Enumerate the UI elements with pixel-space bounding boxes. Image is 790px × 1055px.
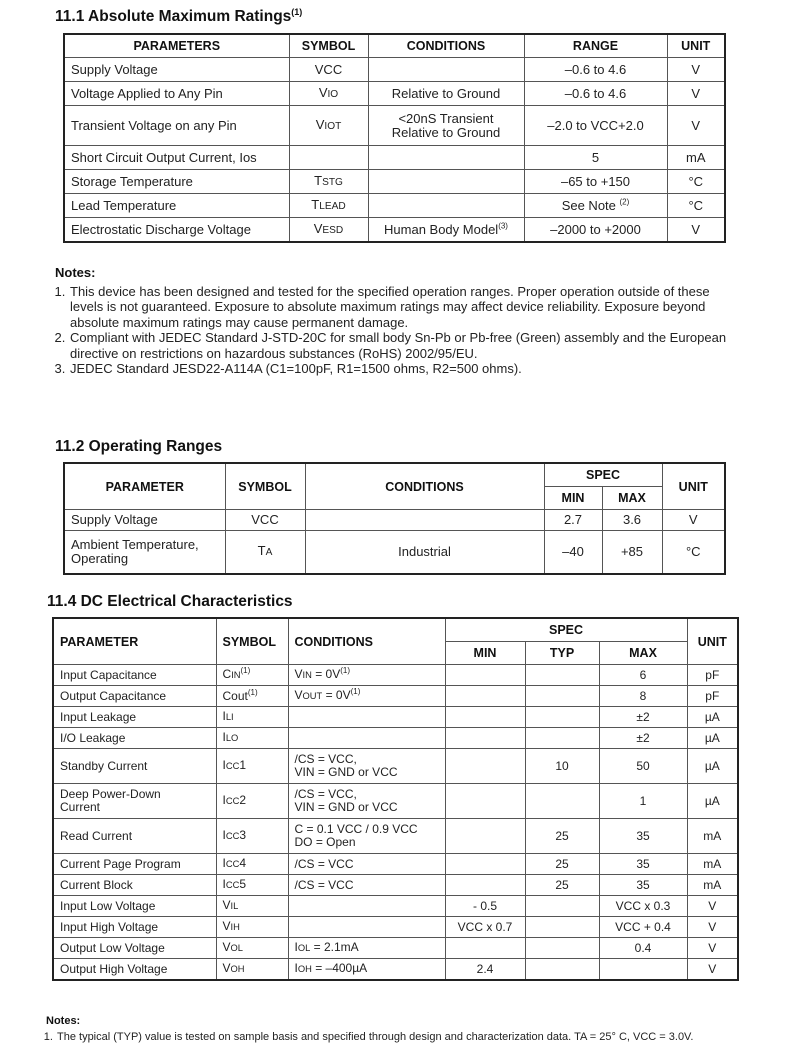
range-cell — [524, 194, 667, 218]
unit-cell: V — [687, 938, 738, 959]
typ-cell — [525, 917, 599, 938]
header-conditions: CONDITIONS — [368, 34, 524, 58]
table-row — [53, 875, 738, 896]
header-unit: UNIT — [687, 618, 738, 665]
conditions-line-2: VIN = GND or VCC — [294, 765, 398, 779]
symbol-cell: VCC — [289, 58, 368, 82]
symbol-cell — [289, 82, 368, 106]
unit-cell: °C — [667, 170, 725, 194]
footnote-ref: (1) — [240, 666, 251, 675]
header-min: MIN — [445, 642, 525, 665]
min-cell: 2.7 — [544, 510, 602, 531]
unit-cell: µA — [687, 749, 738, 784]
symbol-main: I — [222, 730, 226, 744]
symbol-cell — [289, 170, 368, 194]
conditions-cell — [288, 686, 445, 707]
unit-cell: V — [667, 82, 725, 106]
max-cell: ±2 — [599, 728, 687, 749]
max-cell — [599, 959, 687, 981]
unit-cell: µA — [687, 707, 738, 728]
cond-main: V — [294, 667, 303, 681]
symbol-cell — [289, 218, 368, 243]
conditions-line-1: C = 0.1 VCC / 0.9 VCC — [294, 822, 418, 836]
parameter-cell: Supply Voltage — [64, 58, 289, 82]
symbol-cell — [216, 959, 288, 981]
parameter-cell: Input Low Voltage — [53, 896, 216, 917]
symbol-main: Cout — [222, 688, 248, 703]
range-cell: –65 to +150 — [524, 170, 667, 194]
table-row — [64, 170, 725, 194]
unit-cell: mA — [687, 875, 738, 896]
min-cell — [445, 749, 525, 784]
table-row — [53, 686, 738, 707]
section-11-2-title: 11.2 Operating Ranges — [55, 438, 223, 455]
cond-subscript: OH — [297, 964, 312, 974]
parameter-cell: Supply Voltage — [64, 510, 225, 531]
conditions-cell — [368, 218, 524, 243]
max-cell: ±2 — [599, 707, 687, 728]
symbol-cell — [216, 707, 288, 728]
symbol-main: V — [318, 84, 328, 100]
header-max: MAX — [599, 642, 687, 665]
table-row — [53, 665, 738, 686]
symbol-main: I — [222, 877, 226, 891]
cond-main: I — [294, 940, 298, 954]
table-row — [64, 531, 725, 575]
symbol-subscript: LO — [225, 733, 239, 743]
symbol-cell: VCC — [225, 510, 305, 531]
typ-cell — [525, 665, 599, 686]
min-cell: VCC x 0.7 — [445, 917, 525, 938]
header-symbol: SYMBOL — [216, 618, 288, 665]
table-header-row — [53, 618, 738, 642]
cond-main: V — [294, 688, 303, 702]
parameter-line-1: Deep Power-Down — [60, 787, 161, 801]
table-row — [64, 194, 725, 218]
table-header-row — [64, 463, 725, 487]
conditions-line-2: VIN = GND or VCC — [294, 800, 398, 814]
note-item: 2. Compliant with JEDEC Standard J-STD-20C for small body Sn-Pb or Pb-free (Green) assembly and the European directive on restrictions on hazardous substances (RoHS) 2002/95/EU. — [69, 330, 745, 361]
cond-rest: = 0V — [311, 667, 341, 681]
symbol-cell — [225, 531, 305, 575]
title-footnote-ref: (1) — [291, 6, 303, 17]
parameter-line-1: Ambient Temperature, — [71, 537, 199, 552]
header-symbol: SYMBOL — [289, 34, 368, 58]
cond-rest: = –400µA — [311, 961, 368, 975]
unit-cell: V — [687, 917, 738, 938]
symbol-main: V — [313, 220, 323, 236]
unit-cell: mA — [687, 854, 738, 875]
header-typ: TYP — [525, 642, 599, 665]
table-row — [53, 854, 738, 875]
parameter-cell: Read Current — [53, 819, 216, 854]
conditions-cell: Industrial — [305, 531, 544, 575]
min-cell: –40 — [544, 531, 602, 575]
typ-cell — [525, 707, 599, 728]
parameter-cell: Input Leakage — [53, 707, 216, 728]
unit-cell: µA — [687, 728, 738, 749]
symbol-subscript: CC — [225, 796, 240, 806]
symbol-cell — [216, 686, 288, 707]
min-cell — [445, 938, 525, 959]
table-row — [64, 58, 725, 82]
unit-cell: pF — [687, 665, 738, 686]
symbol-subscript: ESD — [322, 224, 344, 236]
parameter-cell: Current Page Program — [53, 854, 216, 875]
unit-cell: mA — [687, 819, 738, 854]
symbol-subscript: A — [265, 547, 273, 558]
header-conditions: CONDITIONS — [305, 463, 544, 510]
parameter-cell — [53, 784, 216, 819]
max-cell: 8 — [599, 686, 687, 707]
symbol-index: 5 — [239, 877, 247, 891]
typ-cell: 10 — [525, 749, 599, 784]
symbol-cell — [216, 784, 288, 819]
symbol-subscript: IL — [230, 901, 239, 911]
symbol-main: C — [222, 667, 232, 681]
footnote-ref: (2) — [619, 197, 630, 207]
header-unit: UNIT — [667, 34, 725, 58]
conditions-cell — [288, 784, 445, 819]
unit-cell: °C — [667, 194, 725, 218]
unit-cell: V — [662, 510, 725, 531]
max-cell: 35 — [599, 854, 687, 875]
typ-cell — [525, 896, 599, 917]
table-header-row — [64, 34, 725, 58]
conditions-cell — [368, 194, 524, 218]
min-cell — [445, 854, 525, 875]
conditions-cell — [288, 707, 445, 728]
symbol-cell — [216, 819, 288, 854]
conditions-cell: /CS = VCC — [288, 854, 445, 875]
range-cell: –0.6 to 4.6 — [524, 82, 667, 106]
typ-cell — [525, 686, 599, 707]
conditions-cell: /CS = VCC — [288, 875, 445, 896]
symbol-index: 4 — [239, 856, 247, 870]
parameter-cell: Electrostatic Discharge Voltage — [64, 218, 289, 243]
notes-heading: Notes: — [46, 1015, 81, 1027]
unit-cell: µA — [687, 784, 738, 819]
max-cell: 3.6 — [602, 510, 662, 531]
symbol-cell — [216, 917, 288, 938]
max-cell: 1 — [599, 784, 687, 819]
conditions-line-1: /CS = VCC, — [294, 787, 357, 801]
parameter-cell: Input Capacitance — [53, 665, 216, 686]
conditions-line-2: DO = Open — [294, 835, 356, 849]
table-row — [64, 106, 725, 146]
parameter-cell: Voltage Applied to Any Pin — [64, 82, 289, 106]
parameter-cell: Output Low Voltage — [53, 938, 216, 959]
symbol-subscript: OL — [230, 943, 243, 953]
cond-subscript: IN — [302, 670, 312, 680]
min-cell — [445, 728, 525, 749]
conditions-cell — [305, 510, 544, 531]
typ-cell — [525, 959, 599, 981]
symbol-main: I — [222, 828, 226, 842]
max-cell: 35 — [599, 875, 687, 896]
absolute-maximum-ratings-table — [63, 33, 726, 243]
conditions-cell — [288, 728, 445, 749]
table-row — [64, 82, 725, 106]
note-item: 1. This device has been designed and tested for the specified operation ranges. Proper operation outside of these levels is not guaranteed. Exposure to absolute maximum ratings may affect device reliability. Exposure beyond absolute maximum ratings may cause permanent damage. — [69, 284, 745, 331]
header-parameters: PARAMETERS — [64, 34, 289, 58]
symbol-main: T — [257, 543, 266, 558]
header-symbol: SYMBOL — [225, 463, 305, 510]
unit-cell: mA — [667, 146, 725, 170]
min-cell: 2.4 — [445, 959, 525, 981]
section-11-4-title: 11.4 DC Electrical Characteristics — [47, 593, 293, 610]
symbol-subscript: IOT — [324, 120, 342, 132]
parameter-cell: Current Block — [53, 875, 216, 896]
symbol-main: V — [222, 961, 231, 975]
symbol-main: V — [222, 898, 231, 912]
table-row — [53, 959, 738, 981]
typ-cell: 25 — [525, 854, 599, 875]
range-text: See Note — [561, 197, 616, 213]
symbol-subscript: OH — [230, 964, 245, 974]
conditions-text: Human Body Model — [384, 221, 499, 237]
header-range: RANGE — [524, 34, 667, 58]
max-cell: 0.4 — [599, 938, 687, 959]
symbol-index: 3 — [239, 828, 247, 842]
table-row — [53, 819, 738, 854]
table-row — [53, 917, 738, 938]
symbol-cell — [216, 749, 288, 784]
max-cell: +85 — [602, 531, 662, 575]
symbol-subscript: LEAD — [319, 200, 346, 212]
unit-cell: V — [667, 106, 725, 146]
max-cell: VCC x 0.3 — [599, 896, 687, 917]
parameter-cell: Lead Temperature — [64, 194, 289, 218]
parameter-cell: Short Circuit Output Current, Ios — [64, 146, 289, 170]
conditions-cell — [288, 959, 445, 981]
section-11-1-title — [55, 8, 302, 26]
parameter-cell: Transient Voltage on any Pin — [64, 106, 289, 146]
conditions-cell: Relative to Ground — [368, 82, 524, 106]
conditions-cell — [368, 146, 524, 170]
min-cell — [445, 875, 525, 896]
max-cell: VCC + 0.4 — [599, 917, 687, 938]
max-cell: 35 — [599, 819, 687, 854]
table-row — [64, 510, 725, 531]
symbol-main: V — [315, 116, 325, 132]
cond-subscript: OL — [297, 943, 311, 953]
symbol-cell — [289, 146, 368, 170]
notes-heading: Notes: — [55, 265, 96, 280]
table-row — [53, 707, 738, 728]
parameter-line-2: Current — [60, 800, 101, 814]
symbol-subscript: CC — [225, 761, 240, 771]
symbol-subscript: CC — [225, 880, 240, 890]
unit-cell: °C — [662, 531, 725, 575]
symbol-main: V — [222, 940, 231, 954]
symbol-cell — [289, 194, 368, 218]
symbol-main: I — [222, 758, 226, 772]
symbol-subscript: CC — [225, 831, 240, 841]
symbol-cell — [216, 665, 288, 686]
unit-cell: V — [687, 959, 738, 981]
cond-subscript: OUT — [302, 691, 323, 701]
cond-main: I — [294, 961, 298, 975]
typ-cell: 25 — [525, 875, 599, 896]
note-item: 3. JEDEC Standard JESD22-A114A (C1=100pF, R1=1500 ohms, R2=500 ohms). — [69, 361, 745, 377]
symbol-index: 1 — [239, 758, 247, 772]
symbol-main: I — [222, 793, 226, 807]
operating-ranges-table — [63, 462, 726, 575]
parameter-line-2: Operating — [71, 551, 129, 566]
typ-cell — [525, 784, 599, 819]
header-unit: UNIT — [662, 463, 725, 510]
max-cell: 6 — [599, 665, 687, 686]
symbol-main: T — [311, 196, 320, 212]
cond-rest: = 0V — [322, 688, 351, 702]
table-row — [53, 784, 738, 819]
footnote-ref: (1) — [247, 687, 258, 697]
header-min: MIN — [544, 487, 602, 510]
min-cell — [445, 784, 525, 819]
min-cell — [445, 686, 525, 707]
parameter-cell: I/O Leakage — [53, 728, 216, 749]
symbol-main: T — [314, 172, 323, 188]
footnote-ref: (1) — [340, 666, 350, 675]
typ-cell — [525, 728, 599, 749]
typ-cell: 25 — [525, 819, 599, 854]
table-row — [53, 728, 738, 749]
conditions-cell — [288, 819, 445, 854]
conditions-cell — [368, 106, 524, 146]
parameter-cell: Input High Voltage — [53, 917, 216, 938]
dc-electrical-characteristics-table — [52, 617, 739, 981]
min-cell: - 0.5 — [445, 896, 525, 917]
conditions-cell — [288, 665, 445, 686]
table-row — [64, 218, 725, 243]
table-row — [53, 938, 738, 959]
parameter-cell: Standby Current — [53, 749, 216, 784]
min-cell — [445, 665, 525, 686]
conditions-cell — [368, 170, 524, 194]
cond-rest: = 2.1mA — [310, 940, 359, 954]
symbol-main: V — [222, 919, 231, 933]
symbol-subscript: IN — [231, 670, 241, 680]
header-max: MAX — [602, 487, 662, 510]
parameter-cell — [64, 531, 225, 575]
header-spec: SPEC — [445, 618, 687, 642]
symbol-cell — [289, 106, 368, 146]
note-item: 1. The typical (TYP) value is tested on sample basis and specified through design and characterization data. TA = 25° C, VCC = 3.0V. — [56, 1030, 766, 1045]
symbol-subscript: IH — [230, 922, 240, 932]
conditions-line-1: /CS = VCC, — [294, 752, 357, 766]
header-conditions: CONDITIONS — [288, 618, 445, 665]
min-cell — [445, 819, 525, 854]
symbol-cell — [216, 896, 288, 917]
unit-cell: pF — [687, 686, 738, 707]
section-title-text: 11.1 Absolute Maximum Ratings — [55, 8, 292, 25]
conditions-cell — [368, 58, 524, 82]
dc-characteristics-notes — [46, 1014, 766, 1045]
symbol-subscript: STG — [322, 176, 343, 188]
conditions-cell — [288, 896, 445, 917]
range-cell: –0.6 to 4.6 — [524, 58, 667, 82]
conditions-line-1: <20nS Transient — [398, 110, 494, 126]
header-spec: SPEC — [544, 463, 662, 487]
range-cell: –2.0 to VCC+2.0 — [524, 106, 667, 146]
header-parameter: PARAMETER — [53, 618, 216, 665]
symbol-subscript: CC — [225, 859, 240, 869]
parameter-cell: Output High Voltage — [53, 959, 216, 981]
conditions-cell — [288, 917, 445, 938]
symbol-subscript: LI — [225, 712, 234, 722]
table-row — [53, 749, 738, 784]
min-cell — [445, 707, 525, 728]
conditions-line-2: Relative to Ground — [391, 124, 501, 140]
symbol-cell — [216, 938, 288, 959]
table-row — [53, 896, 738, 917]
table-row — [64, 146, 725, 170]
symbol-subscript: IO — [327, 88, 339, 100]
symbol-cell — [216, 854, 288, 875]
unit-cell: V — [667, 58, 725, 82]
typ-cell — [525, 938, 599, 959]
header-parameter: PARAMETER — [64, 463, 225, 510]
footnote-ref: (1) — [350, 687, 361, 696]
conditions-cell — [288, 749, 445, 784]
range-cell: –2000 to +2000 — [524, 218, 667, 243]
footnote-ref: (3) — [498, 221, 508, 231]
range-cell: 5 — [524, 146, 667, 170]
conditions-cell — [288, 938, 445, 959]
symbol-index: 2 — [239, 793, 247, 807]
parameter-cell: Output Capacitance — [53, 686, 216, 707]
symbol-cell — [216, 875, 288, 896]
unit-cell: V — [667, 218, 725, 243]
max-cell: 50 — [599, 749, 687, 784]
parameter-cell: Storage Temperature — [64, 170, 289, 194]
absolute-ratings-notes — [55, 265, 745, 377]
symbol-main: I — [222, 709, 226, 723]
symbol-main: I — [222, 856, 226, 870]
symbol-cell — [216, 728, 288, 749]
unit-cell: V — [687, 896, 738, 917]
